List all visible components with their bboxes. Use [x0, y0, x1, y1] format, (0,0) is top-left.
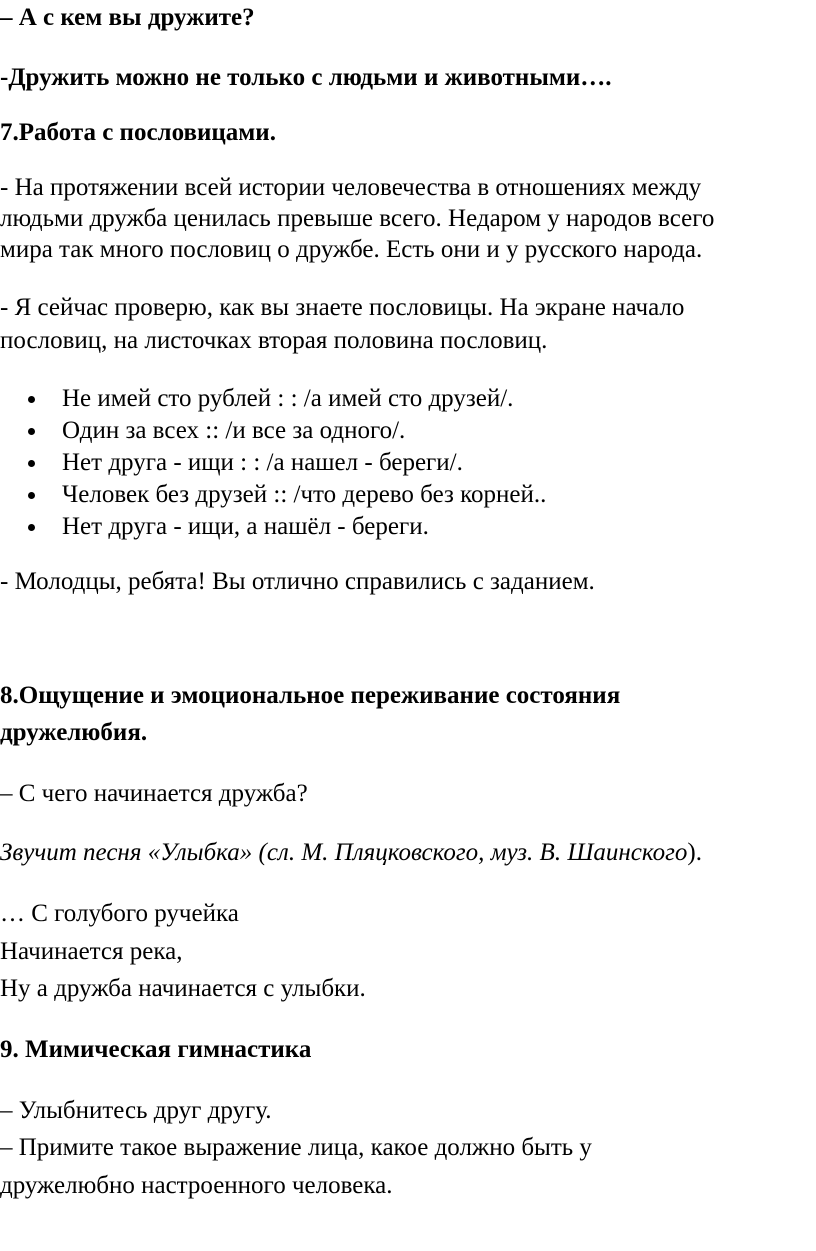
lyrics-line3: Ну а дружба начинается с улыбки.	[0, 975, 366, 1002]
proverb-text: Нет друга - ищи : : /а нашел - береги/.	[62, 449, 463, 476]
lyrics-line1: … С голубого ручейка	[0, 900, 239, 927]
song-title-italic: Звучит песня «Улыбка» (сл. М. Пляцковского, муз. В. Шаинского	[0, 839, 688, 866]
bullet-icon	[28, 428, 35, 435]
section8-heading-line2: дружелюбия.	[0, 719, 148, 746]
section9-line1: – Улыбнитесь друг другу.	[0, 1097, 272, 1124]
friends-note: -Дружить можно не только с людьми и животными….	[0, 64, 612, 91]
section9-line2: – Примите такое выражение лица, какое должно быть у	[0, 1134, 592, 1161]
section7-para1-line3: мира так много пословиц о дружбе. Есть они и у русского народа.	[0, 236, 703, 263]
question-who-are-friends: – А с кем вы дружите?	[0, 4, 255, 31]
proverb-text: Человек без друзей :: /что дерево без корней..	[62, 481, 547, 508]
section9-line3: дружелюбно настроенного человека.	[0, 1172, 393, 1199]
bullet-icon	[28, 524, 35, 531]
section7-para1-line1: - На протяжении всей истории человечества в отношениях между	[0, 174, 702, 201]
section8-heading-line1: 8.Ощущение и эмоциональное переживание состояния	[0, 682, 621, 709]
section9-heading: 9. Мимическая гимнастика	[0, 1036, 312, 1063]
bullet-icon	[28, 460, 35, 467]
song-line	[0, 837, 702, 869]
bullet-icon	[28, 492, 35, 499]
section7-para2-line1: - Я сейчас проверю, как вы знаете пословицы. На экране начало	[0, 294, 685, 321]
praise-line: - Молодцы, ребята! Вы отлично справились с заданием.	[0, 568, 595, 595]
proverb-text: Не имей сто рублей : : /а имей сто друзей/.	[62, 385, 514, 412]
section7-para1-line2: людьми дружба ценилась превыше всего. Недаром у народов всего	[0, 205, 715, 232]
song-tail: ).	[687, 839, 702, 866]
lyrics-line2: Начинается река,	[0, 938, 183, 965]
section7-heading: 7.Работа с пословицами.	[0, 119, 276, 146]
proverb-text: Нет друга - ищи, а нашёл - береги.	[62, 513, 429, 540]
section7-para2-line2: пословиц, на листочках вторая половина пословиц.	[0, 327, 548, 354]
proverb-text: Один за всех :: /и все за одного/.	[62, 417, 406, 444]
bullet-icon	[28, 396, 35, 403]
friendship-question: – С чего начинается дружба?	[0, 780, 308, 807]
